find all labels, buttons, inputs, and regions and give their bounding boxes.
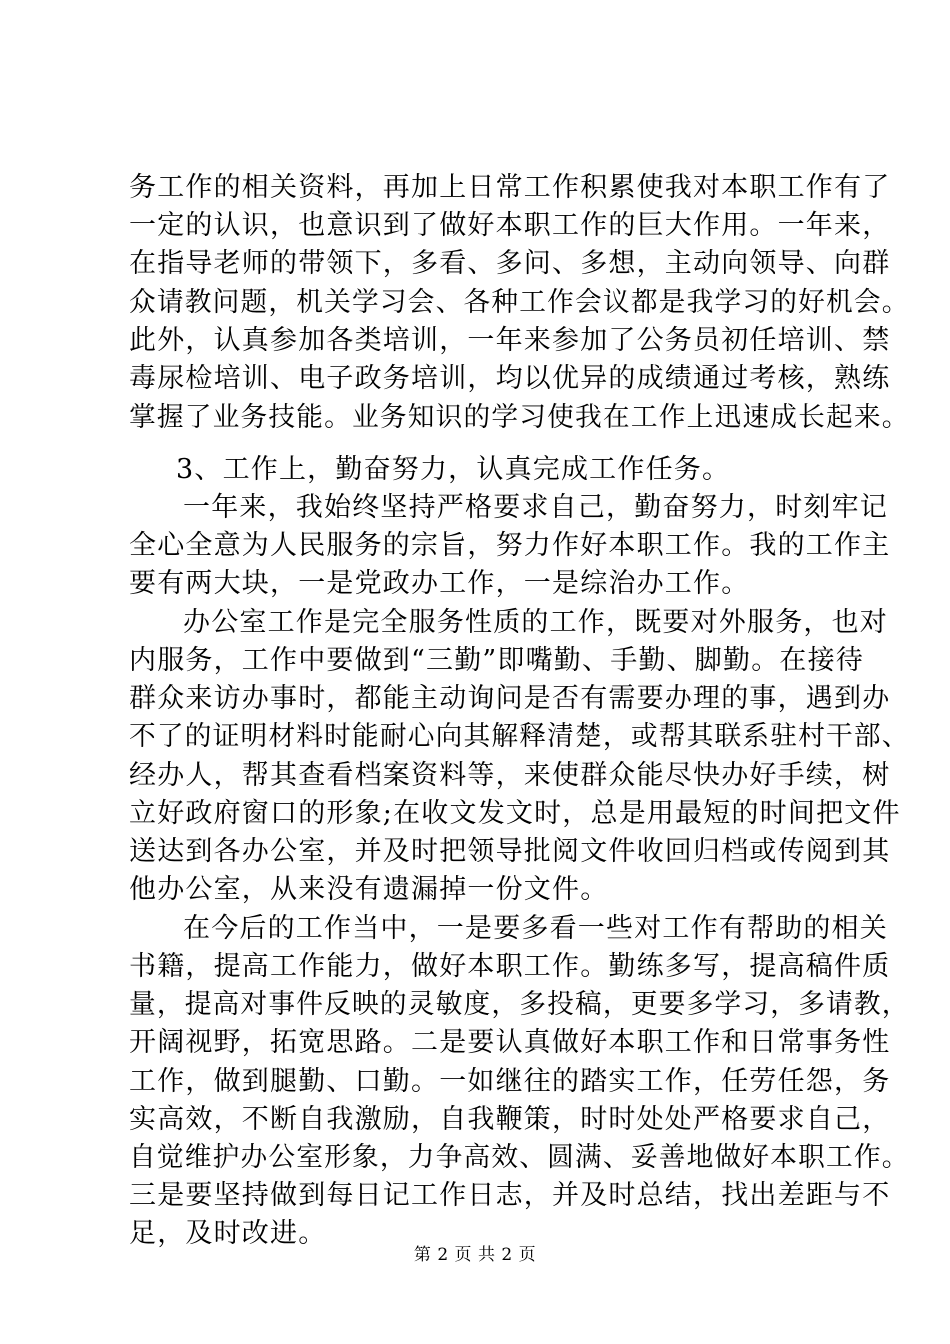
text-line: 群众来访办事时，都能主动询问是否有需要办理的事，遇到办 — [129, 683, 891, 714]
text-line: 工作，做到腿勤、口勤。一如继往的踏实工作，任劳任怨，务 — [129, 1066, 891, 1097]
text-line: 要有两大块，一是党政办工作，一是综治办工作。 — [129, 568, 750, 599]
text-line: 掌握了业务技能。业务知识的学习使我在工作上迅速成长起来。 — [129, 402, 910, 433]
text-line: 不了的证明材料时能耐心向其解释清楚，或帮其联系驻村干部、 — [129, 721, 910, 752]
text-line: 一年来，我始终坚持严格要求自己，勤奋努力，时刻牢记 — [183, 492, 888, 523]
text-line: 众请教问题，机关学习会、各种工作会议都是我学习的好机会。 — [129, 287, 910, 318]
text-line: 内服务，工作中要做到“三勤”即嘴勤、手勤、脚勤。在接待 — [129, 645, 865, 676]
text-line: 3、工作上，勤奋努力，认真完成工作任务。 — [176, 454, 731, 485]
text-line: 足，及时改进。 — [129, 1218, 327, 1249]
text-line: 此外，认真参加各类培训，一年来参加了公务员初任培训、禁 — [129, 325, 891, 356]
text-line: 他办公室，从来没有遗漏掉一份文件。 — [129, 874, 609, 905]
text-line: 自觉维护办公室形象，力争高效、圆满、妥善地做好本职工作。 — [129, 1142, 910, 1173]
text-line: 全心全意为人民服务的宗旨，努力作好本职工作。我的工作主 — [129, 530, 891, 561]
text-line: 立好政府窗口的形象;在收文发文时，总是用最短的时间把文件 — [129, 798, 901, 829]
text-line: 送达到各办公室，并及时把领导批阅文件收回归档或传阅到其 — [129, 836, 891, 867]
text-line: 经办人，帮其查看档案资料等，来使群众能尽快办好手续，树 — [129, 760, 891, 791]
text-line: 开阔视野，拓宽思路。二是要认真做好本职工作和日常事务性 — [129, 1027, 891, 1058]
text-line: 一定的认识，也意识到了做好本职工作的巨大作用。一年来， — [129, 210, 891, 241]
text-line: 在今后的工作当中，一是要多看一些对工作有帮助的相关 — [183, 913, 888, 944]
text-line: 毒尿检培训、电子政务培训，均以优异的成绩通过考核，熟练 — [129, 363, 891, 394]
page-footer: 第 2 页 共 2 页 — [413, 1245, 537, 1265]
text-line: 务工作的相关资料，再加上日常工作积累使我对本职工作有了 — [129, 172, 891, 203]
text-line: 实高效，不断自我激励，自我鞭策，时时处处严格要求自己， — [129, 1104, 891, 1135]
text-line: 三是要坚持做到每日记工作日志，并及时总结，找出差距与不 — [129, 1180, 891, 1211]
text-line: 量，提高对事件反映的灵敏度，多投稿，更要多学习，多请教， — [129, 989, 910, 1020]
text-line: 办公室工作是完全服务性质的工作，既要对外服务，也对 — [183, 607, 888, 638]
text-line: 在指导老师的带领下，多看、多问、多想，主动向领导、向群 — [129, 248, 891, 279]
text-line: 书籍，提高工作能力，做好本职工作。勤练多写，提高稿件质 — [129, 951, 891, 982]
